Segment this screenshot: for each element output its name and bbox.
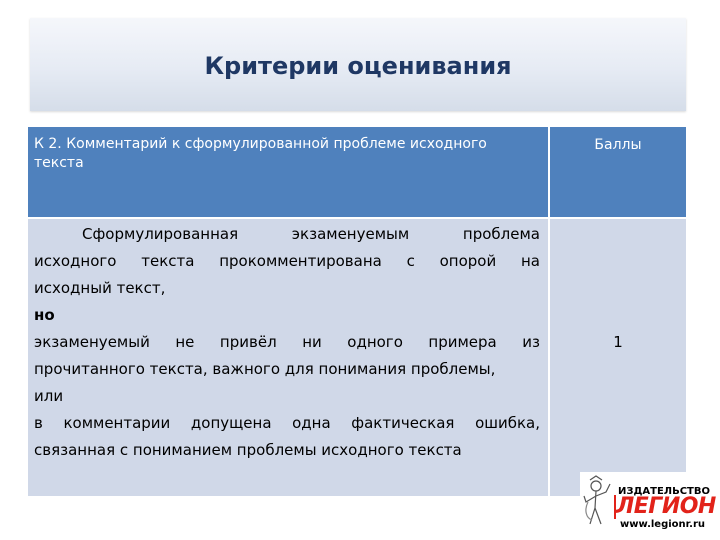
- points-header-cell: [550, 127, 686, 217]
- slide-title: Критерии оценивания: [204, 51, 512, 80]
- publisher-label: ИЗДАТЕЛЬСТВО: [618, 486, 710, 497]
- points-value-cell: [550, 219, 686, 496]
- description-line: исходный текст,: [34, 279, 166, 297]
- description-line: или: [34, 387, 64, 405]
- points-header-label: Баллы: [594, 137, 642, 153]
- description-line: в комментарии допущена одна фактическая ошибка,: [34, 414, 540, 432]
- description-line: экзаменуемый не привёл ни одного примера из: [34, 333, 540, 351]
- criterion-header-cell: [28, 127, 548, 217]
- title-box: [30, 18, 686, 111]
- description-line: связанная с пониманием проблемы исходного текста: [34, 441, 462, 459]
- description-line: но: [34, 306, 55, 324]
- publisher-brand: ЛЕГИОН: [616, 494, 716, 519]
- publisher-url: www.legionr.ru: [620, 519, 706, 530]
- description-line: прочитанного текста, важного для понимания проблемы,: [34, 360, 496, 378]
- points-value: 1: [613, 333, 623, 351]
- criterion-description-cell: [28, 219, 548, 496]
- criteria-table: [28, 127, 686, 496]
- description-line: исходного текста прокомментирована с опорой на: [34, 252, 540, 270]
- publisher-logo: [580, 472, 714, 536]
- criterion-header-line-1: К 2. Комментарий к сформулированной проблеме исходного: [34, 136, 487, 152]
- criterion-header-line-2: текста: [34, 155, 84, 171]
- description-line: Сформулированная экзаменуемым проблема: [82, 225, 540, 243]
